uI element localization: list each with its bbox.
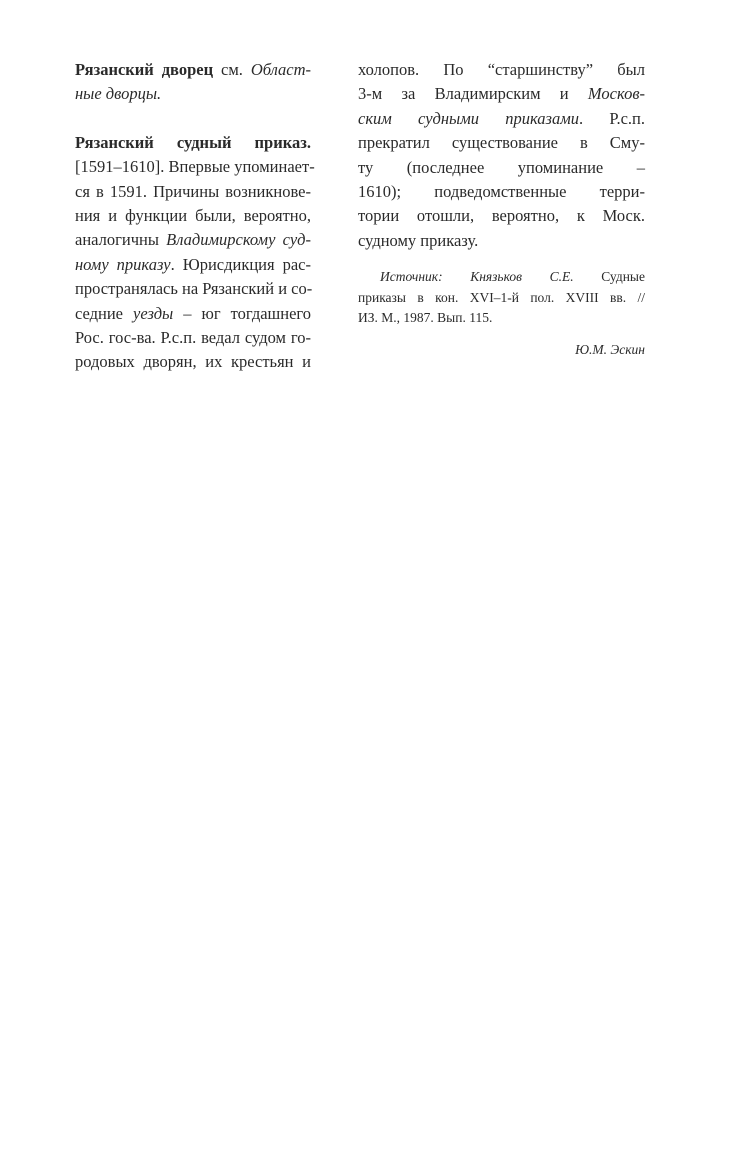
source-label: Источник:	[380, 269, 443, 285]
entry-line	[358, 82, 645, 106]
entry-separator	[75, 107, 311, 131]
entry-separator	[358, 253, 645, 267]
entry-line: [1591–1610]. Впервые упоминает-	[75, 157, 315, 177]
entry-ryazan-palace	[75, 58, 311, 107]
entry-line	[75, 253, 311, 277]
entry-text: аналогичны	[75, 230, 167, 250]
entry-text: седние	[75, 303, 134, 323]
entry-text: . Р.с.п.	[579, 108, 645, 128]
entry-line	[75, 228, 311, 252]
right-column	[358, 58, 645, 360]
entry-line	[75, 58, 311, 82]
cross-reference-link[interactable]: ским судными приказами	[358, 108, 579, 128]
left-column	[75, 58, 315, 375]
entry-line	[75, 82, 311, 106]
entry-text: . Юрисдикция рас-	[170, 254, 311, 274]
cross-reference-link[interactable]: Област-	[250, 60, 312, 79]
author-signature: Ю.М. Эскин	[575, 341, 645, 357]
citation-text: Судные	[573, 269, 645, 285]
citation-line: ИЗ. М., 1987. Вып. 115.	[358, 310, 493, 326]
cross-reference-link[interactable]: Москов-	[587, 84, 645, 104]
entry-line: ту (последнее упоминание –	[358, 157, 645, 177]
entry-line: ния и функции были, вероятно,	[75, 206, 311, 226]
cross-reference-link[interactable]: Владимирскому суд-	[166, 230, 311, 250]
see-reference-label: см.	[213, 60, 251, 79]
entry-line: пространялась на Рязанский и со-	[75, 279, 313, 299]
entry-text: – юг тогдашнего	[173, 303, 312, 323]
entry-line: судному приказу.	[358, 230, 479, 250]
entry-headword: Рязанский судный приказ.	[75, 132, 311, 152]
entry-line: 1610); подведомственные терри-	[358, 182, 645, 202]
source-citation	[358, 267, 645, 329]
entry-continuation	[358, 58, 645, 253]
entry-line	[358, 107, 645, 131]
entry-text: 3-м за Владимирским и	[358, 84, 588, 104]
entry-headword: Рязанский дворец	[75, 60, 214, 79]
entry-line: родовых дворян, их крестьян и	[75, 352, 311, 372]
source-author: Князьков С.Е.	[442, 269, 574, 285]
cross-reference-link[interactable]: уезды	[133, 303, 174, 323]
entry-line: прекратил существование в Сму-	[358, 133, 645, 153]
entry-line	[75, 302, 311, 326]
entry-line: холопов. По “старшинству” был	[358, 60, 645, 79]
entry-line: Рос. гос-ва. Р.с.п. ведал судом го-	[75, 328, 311, 348]
citation-line	[358, 267, 645, 288]
entry-line: тории отошли, вероятно, к Моск.	[358, 206, 645, 226]
cross-reference-link[interactable]: ные дворцы.	[75, 84, 162, 104]
entry-line: ся в 1591. Причины возникнове-	[75, 181, 311, 201]
entry-ryazan-court-office	[75, 131, 315, 375]
citation-line: приказы в кон. XVI–1-й пол. XVIII вв. //	[358, 289, 645, 305]
cross-reference-link[interactable]: ному приказу	[75, 254, 171, 274]
entry-line	[75, 131, 311, 155]
